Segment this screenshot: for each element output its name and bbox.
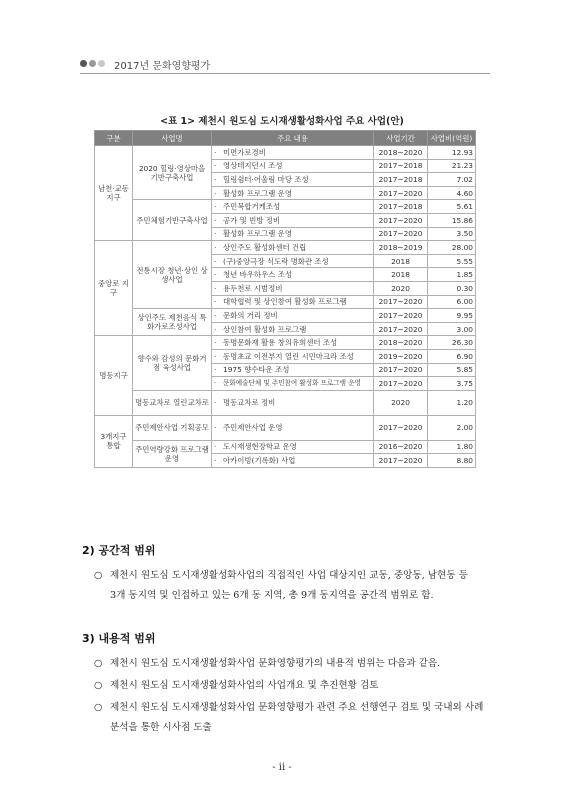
period-cell: 2018~2019 [374, 241, 428, 255]
content-cell: · 상인참여 활성화 프로그램 [212, 322, 374, 336]
period-cell: 2020 [374, 390, 428, 415]
cost-cell: 3.50 [428, 227, 476, 241]
cost-cell: 28.00 [428, 241, 476, 255]
period-cell: 2017~2020 [374, 377, 428, 391]
column-header: 사업비(억원) [428, 131, 476, 146]
period-cell: 2017~2020 [374, 363, 428, 377]
project-name-cell: 전통시장 청년·상인 상생사업 [133, 241, 212, 309]
cost-cell: 8.80 [428, 454, 476, 468]
project-name-cell: 상인주도 제천음식 특화가로조성사업 [133, 309, 212, 336]
content-cell: · 활성화 프로그램 운영 [212, 227, 374, 241]
section-heading-content: 3) 내용적 범위 [82, 632, 156, 645]
project-table [94, 130, 476, 468]
column-header: 사업명 [133, 131, 212, 146]
period-cell: 2016~2020 [374, 440, 428, 454]
district-cell: 중앙로 지구 [95, 241, 133, 336]
bullet-text: 제천시 원도심 도시재생활성화사업 문화영향평가의 내용적 범위는 다음과 같음. [110, 658, 441, 669]
cost-cell: 2.00 [428, 415, 476, 440]
header-title: 2017년 문화영향평가 [114, 61, 211, 72]
district-cell: 3개지구 통합 [95, 415, 133, 467]
table-row [95, 309, 476, 323]
project-name-cell: 2020 힐링·영상마을 기반구축사업 [133, 146, 212, 200]
table-row [95, 390, 476, 415]
period-cell: 2017~2020 [374, 295, 428, 309]
content-cell: · 대학협력 및 상인참여 활성화 프로그램 [212, 295, 374, 309]
content-cell: · 동명문화재 활용 창의유희센터 조성 [212, 336, 374, 350]
table-caption: <표 1> 제천시 원도심 도시재생활성화사업 주요 사업(안) [160, 116, 404, 127]
cost-cell: 0.30 [428, 281, 476, 295]
cost-cell: 26.30 [428, 336, 476, 350]
content-cell: · 아카이빙(기록화) 사업 [212, 454, 374, 468]
period-cell: 2017~2020 [374, 454, 428, 468]
period-cell: 2018 [374, 268, 428, 282]
cost-cell: 6.90 [428, 349, 476, 363]
period-cell: 2017~2018 [374, 173, 428, 187]
project-name-cell: 명동교차로 열린교차로 [133, 390, 212, 415]
bullet-text: 제천시 원도심 도시재생활성화사업 문화영향평가 관련 주요 선행연구 검토 및 국내외 사례 [110, 702, 484, 713]
bullet-item [94, 676, 494, 696]
circle-bullet-icon: ○ [94, 658, 103, 669]
table-row [95, 241, 476, 255]
table-row [95, 415, 476, 440]
project-name-cell: 주민제안사업 기획공모 [133, 415, 212, 440]
period-cell: 2017~2020 [374, 309, 428, 323]
cost-cell: 12.93 [428, 146, 476, 160]
bullet-text: 제천시 원도심 도시재생활성화사업의 사업개요 및 추진현황 검토 [110, 680, 379, 691]
bullet-text: 제천시 원도심 도시재생활성화사업의 직접적인 사업 대상지인 교동, 중앙동, 남현동 등 [110, 570, 468, 581]
cost-cell: 5.61 [428, 200, 476, 214]
content-cell: · 청년 바우하우스 조성 [212, 268, 374, 282]
period-cell: 2017~2020 [374, 227, 428, 241]
cost-cell: 5.85 [428, 363, 476, 377]
circle-bullet-icon: ○ [94, 702, 103, 713]
project-name-cell: 주민체험기반구축사업 [133, 200, 212, 241]
cost-cell: 15.86 [428, 213, 476, 227]
circle-bullet-icon: ○ [94, 570, 103, 581]
column-header: 구분 [95, 131, 133, 146]
district-cell: 남천·교동 지구 [95, 146, 133, 241]
content-cell: · (구)중앙극장 식도락 명화관 조성 [212, 254, 374, 268]
circle-bullet-icon: ○ [94, 680, 103, 691]
period-cell: 2018~2020 [374, 336, 428, 350]
cost-cell: 9.95 [428, 309, 476, 323]
content-cell: · 문화예술단체 및 주민참여 활성화 프로그램 운영 [212, 377, 374, 391]
header-divider [80, 73, 490, 74]
page-number: - ii - [272, 762, 292, 773]
content-cell: · 활성화 프로그램 운영 [212, 186, 374, 200]
period-cell: 2017~2018 [374, 159, 428, 173]
period-cell: 2017~2020 [374, 415, 428, 440]
bullet-item [94, 654, 494, 674]
bullet-item [94, 566, 494, 606]
running-header [80, 56, 490, 72]
period-cell: 2017~2020 [374, 186, 428, 200]
table-row [95, 146, 476, 160]
project-name-cell: 주민역량강화 프로그램 운영 [133, 440, 212, 467]
content-cell: · 주민제안사업 운영 [212, 415, 374, 440]
content-cell: · 미면가로경비 [212, 146, 374, 160]
bullet-item [94, 698, 494, 738]
period-cell: 2017~2020 [374, 322, 428, 336]
bullet-text: 분석을 통한 시사점 도출 [110, 722, 212, 733]
cost-cell: 3.00 [428, 322, 476, 336]
content-cell: · 힐링쉼터·어울림 마당 조성 [212, 173, 374, 187]
table-header-row [95, 131, 476, 146]
content-cell: · 명동교차로 정비 [212, 390, 374, 415]
period-cell: 2019~2020 [374, 349, 428, 363]
column-header: 사업기간 [374, 131, 428, 146]
period-cell: 2020 [374, 281, 428, 295]
section-heading-spatial: 2) 공간적 범위 [82, 544, 156, 557]
table-row [95, 200, 476, 214]
table-row [95, 336, 476, 350]
period-cell: 2017~2018 [374, 200, 428, 214]
content-cell: · 용두천로 시범정비 [212, 281, 374, 295]
content-cell: · 1975 향수타운 조성 [212, 363, 374, 377]
table-row [95, 440, 476, 454]
cost-cell: 1.80 [428, 440, 476, 454]
cost-cell: 1.20 [428, 390, 476, 415]
header-dots-icon [80, 60, 107, 79]
cost-cell: 3.75 [428, 377, 476, 391]
content-cell: · 영상테지던시 조성 [212, 159, 374, 173]
period-cell: 2018 [374, 254, 428, 268]
cost-cell: 5.55 [428, 254, 476, 268]
cost-cell: 1.85 [428, 268, 476, 282]
period-cell: 2017~2020 [374, 213, 428, 227]
column-header: 주요 내용 [212, 131, 374, 146]
cost-cell: 6.00 [428, 295, 476, 309]
content-cell: · 상인주도 활성화센터 건립 [212, 241, 374, 255]
content-cell: · 도시재생현장학교 운영 [212, 440, 374, 454]
cost-cell: 21.23 [428, 159, 476, 173]
content-cell: · 동명초교 이전부지 열린 시민마크라 조성 [212, 349, 374, 363]
project-name-cell: 향수와 감성의 문화거점 육성사업 [133, 336, 212, 390]
content-cell: · 공가 및 빈방 정비 [212, 213, 374, 227]
cost-cell: 7.02 [428, 173, 476, 187]
cost-cell: 4.60 [428, 186, 476, 200]
bullet-text: 3개 동지역 및 인접하고 있는 6개 동 지역, 총 9개 동지역을 공간적 범위로 함. [110, 590, 434, 601]
period-cell: 2018~2020 [374, 146, 428, 160]
district-cell: 명동지구 [95, 336, 133, 415]
content-cell: · 문화의 거리 정비 [212, 309, 374, 323]
content-cell: · 주민복합거케조성 [212, 200, 374, 214]
